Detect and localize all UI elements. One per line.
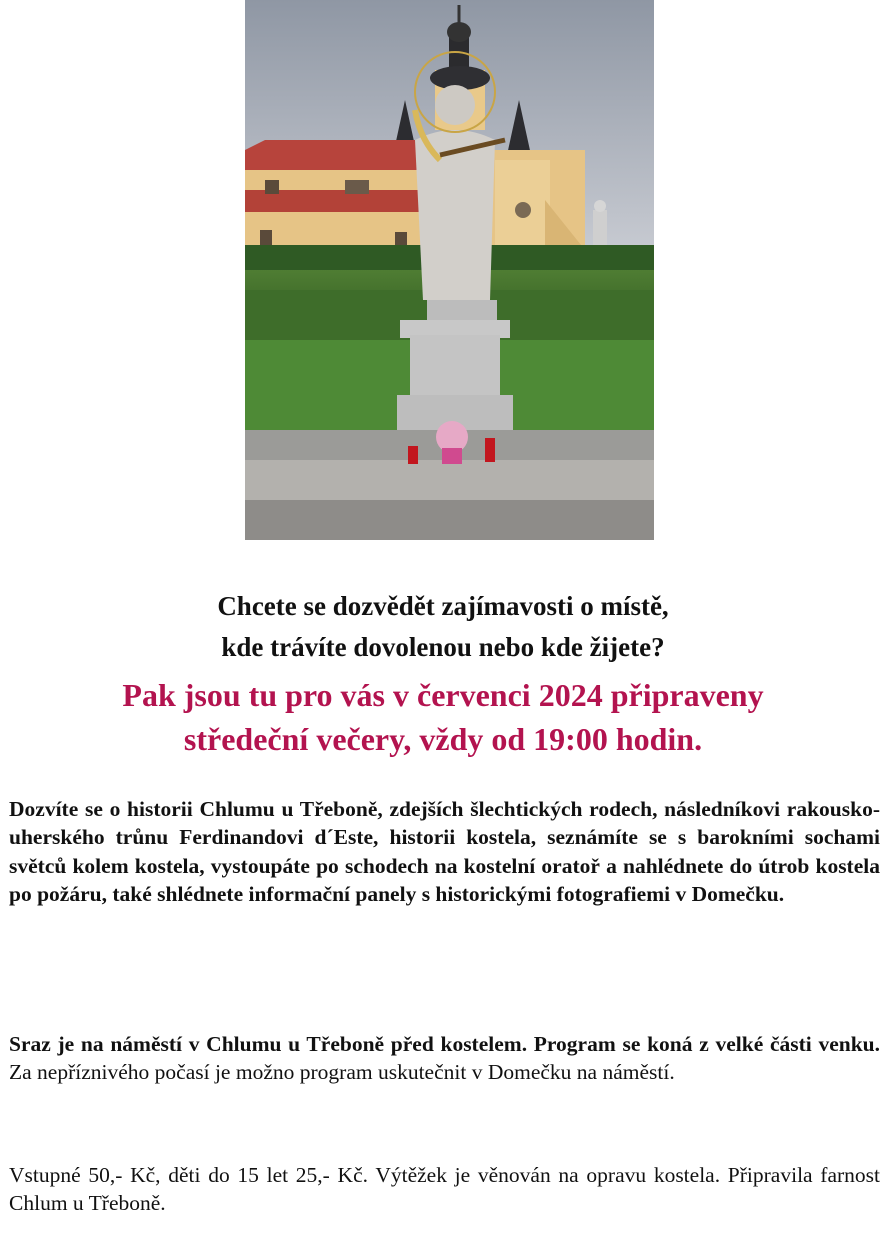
headline-line-1: Chcete se dozvědět zajímavosti o místě, — [217, 591, 669, 621]
meeting-rest-text: Za nepříznivého počasí je možno program uskutečnit v Domečku na náměstí. — [9, 1060, 675, 1085]
meeting-paragraph — [9, 1030, 880, 1087]
meeting-bold-text: Sraz je na náměstí v Chlumu u Třeboně před kostelem. Program se koná z velké části venku. — [9, 1032, 880, 1056]
statue-photo-illustration — [245, 0, 654, 540]
statue-photo — [245, 0, 654, 540]
headline-question — [0, 586, 886, 668]
headline-line-3: Pak jsou tu pro vás v červenci 2024 připraveny — [122, 677, 764, 713]
headline-announcement — [0, 673, 886, 761]
history-paragraph: Dozvíte se o historii Chlumu u Třeboně, zdejších šlechtických rodech, následníkovi rakousko-uherského trůnu Ferdinandovi d´Este, historii kostela, seznámíte se s barokními sochami světců kolem kostela, vystoupáte po schodech na kostelní oratoř a nahlédnete do útrob kostela po požáru, také shlédnete informační panely s historickými fotografiemi v Domečku. — [9, 797, 880, 906]
headline-line-4: středeční večery, vždy od 19:00 hodin. — [183, 721, 703, 757]
headline-line-2: kde trávíte dovolenou nebo kde žijete? — [221, 632, 665, 662]
admission-paragraph: Vstupné 50,- Kč, děti do 15 let 25,- Kč. Výtěžek je věnován na opravu kostela. Připravila farnost Chlum u Třeboně. — [9, 1163, 880, 1216]
